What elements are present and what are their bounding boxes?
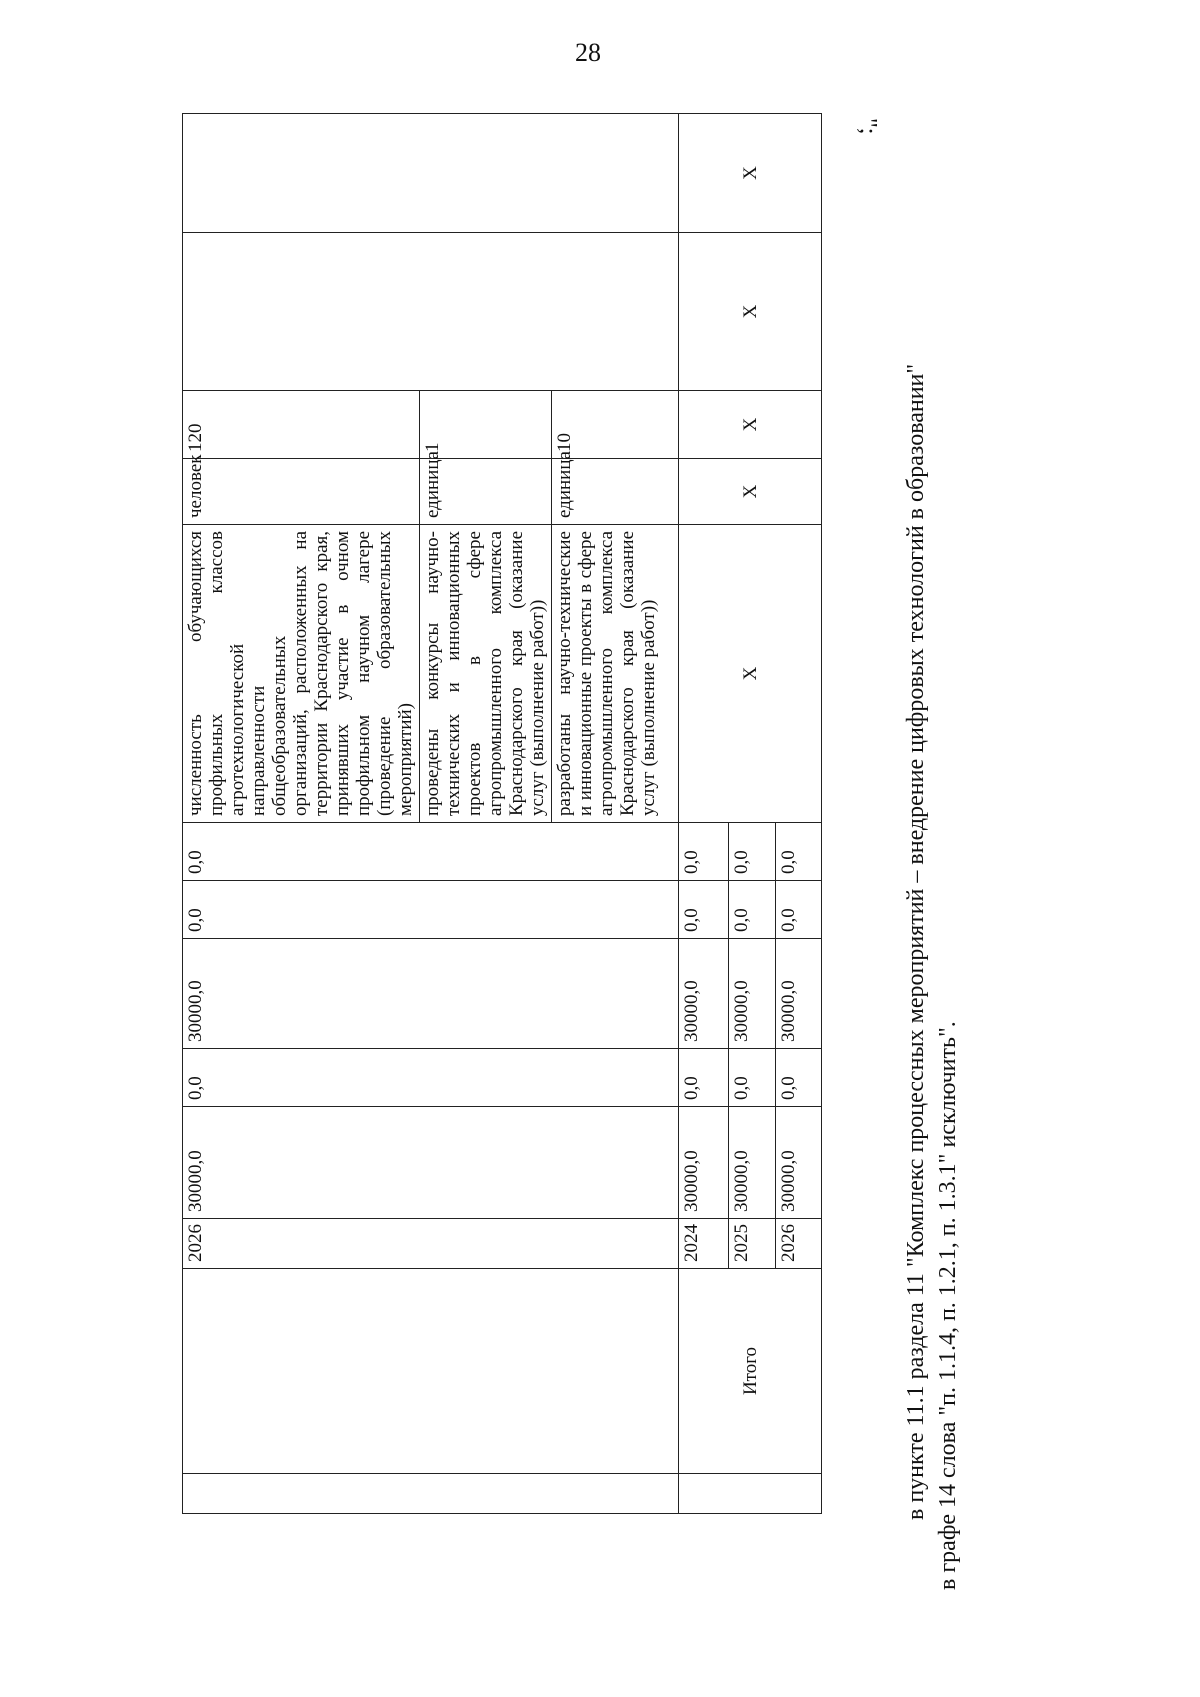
fed-cell: 0,0 [729,1049,775,1107]
amendment-text [900,140,990,1590]
budget-table [182,113,822,1514]
amendment-line-2: в графе 14 слова "п. 1.1.4, п. 1.2.1, п. 1.3.1" исключить". [935,1021,961,1590]
table-cell [679,1474,822,1514]
table-cell [183,114,679,233]
x-mark-result: Х [679,525,822,823]
result-text-cell: численность обучающихся профильных классов агротехнологической направленности общеобразовательных организаций, расположенных на территории Краснодарского края, принявших участие в очном профильном научном лагере (проведение образовательных мероприятий) [183,525,420,823]
rotated-table [182,114,822,1514]
year-cell: 2025 [729,1219,775,1269]
local-cell: 0,0 [183,881,679,939]
other-cell: 0,0 [679,823,729,881]
value-cell: 10 [552,391,679,459]
table-cell [183,1269,679,1474]
x-mark-col-b: Х [679,114,822,233]
total-cell: 30000,0 [775,1107,821,1219]
x-mark-col-a: Х [679,233,822,391]
result-text-cell: проведены конкурсы научно-технических и инновационных проектов в сфере агропромышленного комплекса Краснодарского края (оказание услуг (выполнение работ)) [420,525,552,823]
table-cell [183,1474,679,1514]
fed-cell: 0,0 [775,1049,821,1107]
page-number: 28 [575,38,601,67]
table-row [183,114,420,1514]
total-cell: 30000,0 [183,1107,679,1219]
table-row [679,114,729,1514]
unit-cell: единица [552,459,679,525]
year-cell: 2026 [775,1219,821,1269]
other-cell: 0,0 [775,823,821,881]
value-cell: 120 [183,391,420,459]
regional-cell: 30000,0 [679,939,729,1049]
year-cell: 2024 [679,1219,729,1269]
local-cell: 0,0 [679,881,729,939]
local-cell: 0,0 [775,881,821,939]
year-cell: 2026 [183,1219,679,1269]
regional-cell: 30000,0 [183,939,679,1049]
result-text-cell: разработаны научно-технические и инновационные проекты в сфере агропромышленного комплекса Краснодарского края (оказание услуг (выполнение работ)) [552,525,679,823]
x-mark-unit: Х [679,459,822,525]
other-cell: 0,0 [183,823,679,881]
unit-cell: единица [420,459,552,525]
unit-cell: человек [183,459,420,525]
amendment-line-1: в пункте 11.1 раздела 11 "Комплекс процессных мероприятий – внедрение цифровых технологий в образовании" [903,363,929,1520]
regional-cell: 30000,0 [729,939,775,1049]
itogo-label: Итого [679,1269,822,1474]
table-cell [183,233,679,391]
total-cell: 30000,0 [729,1107,775,1219]
x-mark-value: Х [679,391,822,459]
fed-cell: 0,0 [183,1049,679,1107]
value-cell: 1 [420,391,552,459]
total-cell: 30000,0 [679,1107,729,1219]
regional-cell: 30000,0 [775,939,821,1049]
fed-cell: 0,0 [679,1049,729,1107]
closing-quote-mark: "; [855,118,881,135]
local-cell: 0,0 [729,881,775,939]
other-cell: 0,0 [729,823,775,881]
